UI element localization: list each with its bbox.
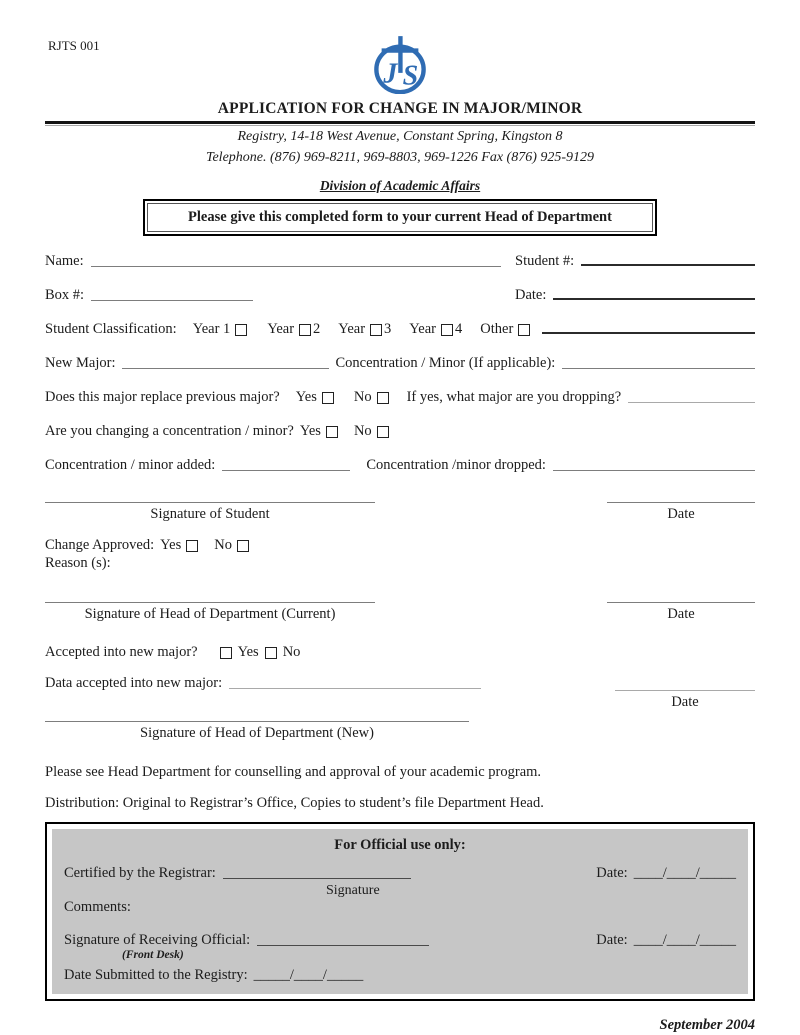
changing-question: Are you changing a concentration / minor?: [45, 423, 294, 439]
form-row-box: [45, 286, 755, 304]
approved-yes-label: Yes: [160, 537, 182, 553]
student-no-fill-line: [581, 264, 755, 266]
comments-label: Comments:: [64, 899, 131, 915]
other-label: Other: [480, 321, 514, 337]
signature-hod-new-block: [45, 721, 469, 742]
changing-no-checkbox: [377, 426, 389, 438]
signature-hod-current-line: [45, 602, 375, 603]
telephone-line: Telephone. (876) 969-8211, 969-8803, 969-1226 Fax (876) 925-9129: [205, 150, 595, 165]
replace-yes-label: Yes: [295, 389, 317, 405]
approved-no-label: No: [214, 537, 232, 553]
form-code: RJTS 001: [48, 38, 100, 53]
logo-letter-j: J: [383, 58, 398, 90]
division-heading: Division of Academic Affairs: [319, 178, 481, 193]
receiving-row: [64, 931, 736, 949]
replace-question: Does this major replace previous major?: [45, 389, 280, 405]
accepted-question: Accepted into new major?: [45, 644, 198, 660]
replace-yes-checkbox: [322, 392, 334, 404]
footer-date: September 2004: [659, 1017, 755, 1033]
student-no-label: Student #:: [515, 253, 575, 269]
form-row-change-approved: [45, 536, 755, 554]
conc-added-fill-line: [222, 470, 350, 471]
submitted-row: [64, 966, 736, 984]
official-box-title: For Official use only:: [334, 837, 466, 853]
official-use-box: [45, 822, 755, 1001]
certified-fill-line: [223, 878, 411, 879]
box-no-fill-line: [91, 300, 253, 301]
signature-student-date-caption: Date: [667, 506, 695, 522]
signature-hod-new-caption: Signature of Head of Department (New): [140, 725, 374, 741]
certified-date-label: Date:: [596, 865, 628, 881]
form-row-changing: [45, 422, 755, 440]
changing-yes-label: Yes: [299, 423, 321, 439]
submitted-date-blank: _____/____/_____: [253, 967, 364, 983]
form-row-replace: [45, 388, 755, 406]
year3-number: 3: [384, 321, 392, 337]
accepted-no-checkbox: [265, 647, 277, 659]
year3-checkbox: [370, 324, 382, 336]
logo-letter-s: S: [402, 60, 419, 92]
dropping-question: If yes, what major are you dropping?: [406, 389, 622, 405]
date-fill-line: [553, 298, 755, 300]
year3-label: Year: [338, 321, 366, 337]
year4-number: 4: [455, 321, 463, 337]
data-accepted-fill-line: [229, 688, 481, 689]
year1-label: Year 1: [192, 321, 231, 337]
signature-hod-current-date-caption: Date: [667, 606, 695, 622]
accepted-no-label: No: [282, 644, 301, 660]
receiving-date-label: Date:: [596, 932, 628, 948]
new-major-fill-line: [122, 368, 329, 369]
signature-student-line: [45, 502, 375, 503]
date-label: Date:: [515, 287, 547, 303]
front-desk-caption: (Front Desk): [122, 949, 184, 961]
signature-student-caption: Signature of Student: [150, 506, 270, 522]
form-row-data-accepted: [45, 674, 755, 711]
signature-student-block: [45, 502, 755, 523]
distribution-note: Distribution: Original to Registrar’s Office, Copies to student’s file Department Head.: [45, 795, 544, 811]
changing-no-label: No: [353, 423, 372, 439]
data-accepted-date-caption: Date: [671, 694, 699, 710]
dropping-fill-line: [628, 402, 755, 403]
receiving-fill-line: [257, 945, 429, 946]
year2-label: Year: [267, 321, 295, 337]
year2-number: 2: [313, 321, 321, 337]
year1-checkbox: [235, 324, 247, 336]
replace-no-checkbox: [377, 392, 389, 404]
certified-date-blank: ____/____/_____: [633, 865, 736, 881]
classification-label: Student Classification:: [45, 321, 177, 337]
counselling-note: Please see Head Department for counselling and approval of your academic program.: [45, 764, 542, 780]
conc-dropped-fill-line: [553, 470, 755, 471]
approved-no-checkbox: [237, 540, 249, 552]
reasons-label: Reason (s):: [45, 555, 111, 571]
conc-dropped-label: Concentration /minor dropped:: [366, 457, 546, 473]
name-label: Name:: [45, 253, 84, 269]
accepted-yes-label: Yes: [237, 644, 259, 660]
receiving-label: Signature of Receiving Official:: [64, 932, 251, 948]
concentration-label: Concentration / Minor (If applicable):: [335, 355, 556, 371]
submitted-label: Date Submitted to the Registry:: [64, 967, 248, 983]
year4-label: Year: [409, 321, 437, 337]
year2-checkbox: [299, 324, 311, 336]
page-title: APPLICATION FOR CHANGE IN MAJOR/MINOR: [217, 100, 583, 117]
change-approved-label: Change Approved:: [45, 537, 155, 553]
concentration-fill-line: [562, 368, 755, 369]
address-line: Registry, 14-18 West Avenue, Constant Spring, Kingston 8: [237, 129, 563, 144]
name-fill-line: [91, 266, 501, 267]
signature-hod-new-line: [45, 721, 469, 722]
accepted-yes-checkbox: [220, 647, 232, 659]
form-row-concentration: [45, 456, 755, 474]
form-row-new-major: [45, 354, 755, 372]
receiving-date-blank: ____/____/_____: [633, 932, 736, 948]
certified-row: [64, 864, 736, 882]
new-major-label: New Major:: [45, 355, 116, 371]
year4-checkbox: [441, 324, 453, 336]
notice-box: [143, 199, 657, 236]
signature-hod-current-block: [45, 602, 755, 623]
changing-yes-checkbox: [326, 426, 338, 438]
other-fill-line: [542, 332, 755, 334]
certified-label: Certified by the Registrar:: [64, 865, 216, 881]
signature-caption: Signature: [326, 883, 380, 898]
signature-hod-current-date-line: [607, 602, 755, 603]
signature-hod-current-caption: Signature of Head of Department (Current): [84, 606, 336, 622]
conc-added-label: Concentration / minor added:: [45, 457, 216, 473]
data-accepted-label: Data accepted into new major:: [45, 675, 223, 691]
other-checkbox: [518, 324, 530, 336]
box-no-label: Box #:: [45, 287, 85, 303]
logo-wrap: [45, 36, 755, 94]
signature-student-date-line: [607, 502, 755, 503]
form-row-classification: [45, 320, 755, 338]
form-row-name: [45, 252, 755, 270]
data-accepted-date-line: [615, 690, 755, 691]
notice-text: Please give this completed form to your current Head of Department: [147, 203, 653, 232]
replace-no-label: No: [353, 389, 372, 405]
approved-yes-checkbox: [186, 540, 198, 552]
jts-cross-logo-icon: [372, 36, 428, 94]
form-row-accepted: [45, 643, 755, 661]
